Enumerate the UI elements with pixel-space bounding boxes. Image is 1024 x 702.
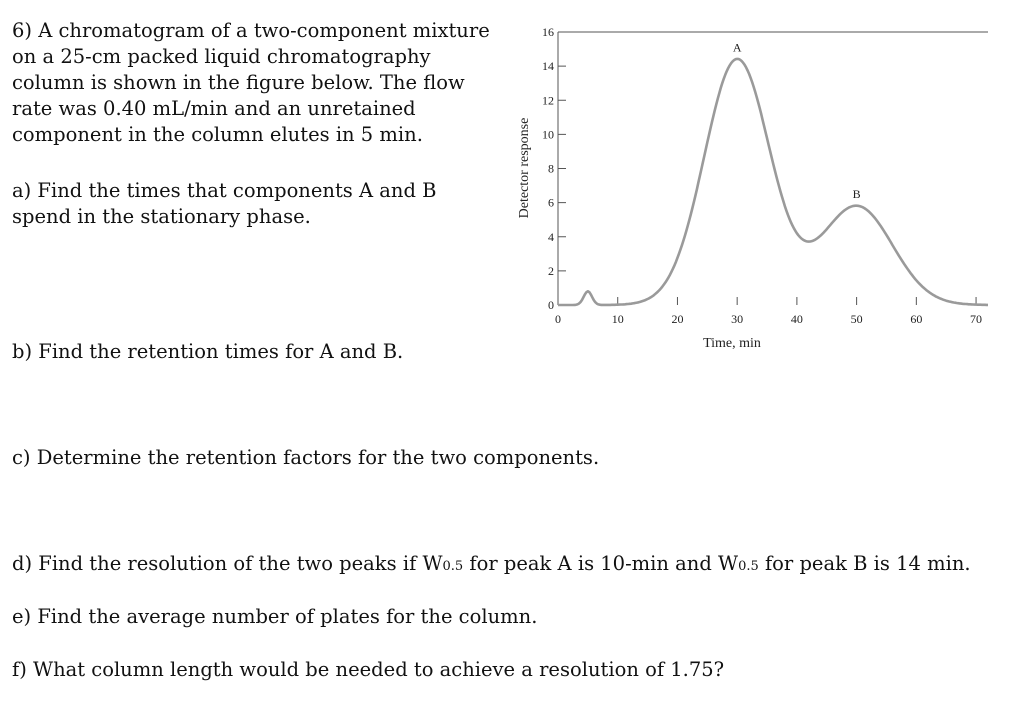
x-tick-label: 30: [731, 312, 744, 326]
x-tick-label: 70: [970, 312, 983, 326]
x-tick-label: 60: [910, 312, 923, 326]
plot-frame: [558, 32, 988, 305]
y-tick-label: 16: [542, 25, 554, 39]
question-d-pre: d) Find the resolution of the two peaks if W: [12, 552, 443, 575]
x-tick-label: 10: [611, 312, 624, 326]
peak-label-b: B: [852, 187, 861, 202]
y-ticks: [542, 25, 566, 312]
chromatogram-chart: [510, 20, 990, 360]
x-axis-title: Time, min: [703, 336, 761, 351]
y-axis-title: Detector response: [517, 117, 532, 219]
question-b: b) Find the retention times for A and B.: [12, 340, 404, 363]
peak-labels: [733, 40, 861, 201]
peak-label-a: A: [732, 40, 742, 55]
y-tick-label: 8: [548, 161, 554, 176]
question-d-post: for peak B is 14 min.: [758, 552, 971, 575]
y-tick-label: 12: [542, 93, 554, 108]
y-tick-label: 0: [548, 298, 554, 312]
y-tick-label: 10: [542, 127, 554, 142]
y-tick-label: 4: [548, 229, 554, 244]
x-ticks: [555, 297, 982, 326]
y-tick-label: 2: [548, 263, 554, 278]
question-a: a) Find the times that components A and B spend in the stationary phase.: [12, 179, 437, 228]
x-tick-label: 0: [555, 312, 561, 326]
question-d-mid: for peak A is 10-min and W: [463, 552, 739, 575]
w-half-subscript-a: 0.5: [442, 559, 464, 574]
question-e: e) Find the average number of plates for the column.: [12, 605, 538, 628]
question-intro: 6) A chromatogram of a two-component mixture on a 25-cm packed liquid chromatography column is shown in the figure below. The flow rate was 0.40 mL/min and an unretained component in the column elutes in 5 min.: [12, 19, 490, 146]
x-tick-label: 20: [671, 312, 684, 326]
question-f: f) What column length would be needed to achieve a resolution of 1.75?: [12, 658, 725, 681]
w-half-subscript-b: 0.5: [738, 559, 759, 574]
question-d: [12, 551, 1012, 580]
y-tick-label: 14: [542, 59, 554, 74]
x-tick-label: 40: [790, 312, 803, 326]
question-c: c) Determine the retention factors for the two components.: [12, 446, 600, 469]
chromatogram-trace: [558, 59, 988, 305]
y-tick-label: 6: [548, 195, 554, 210]
x-tick-label: 50: [850, 312, 863, 326]
